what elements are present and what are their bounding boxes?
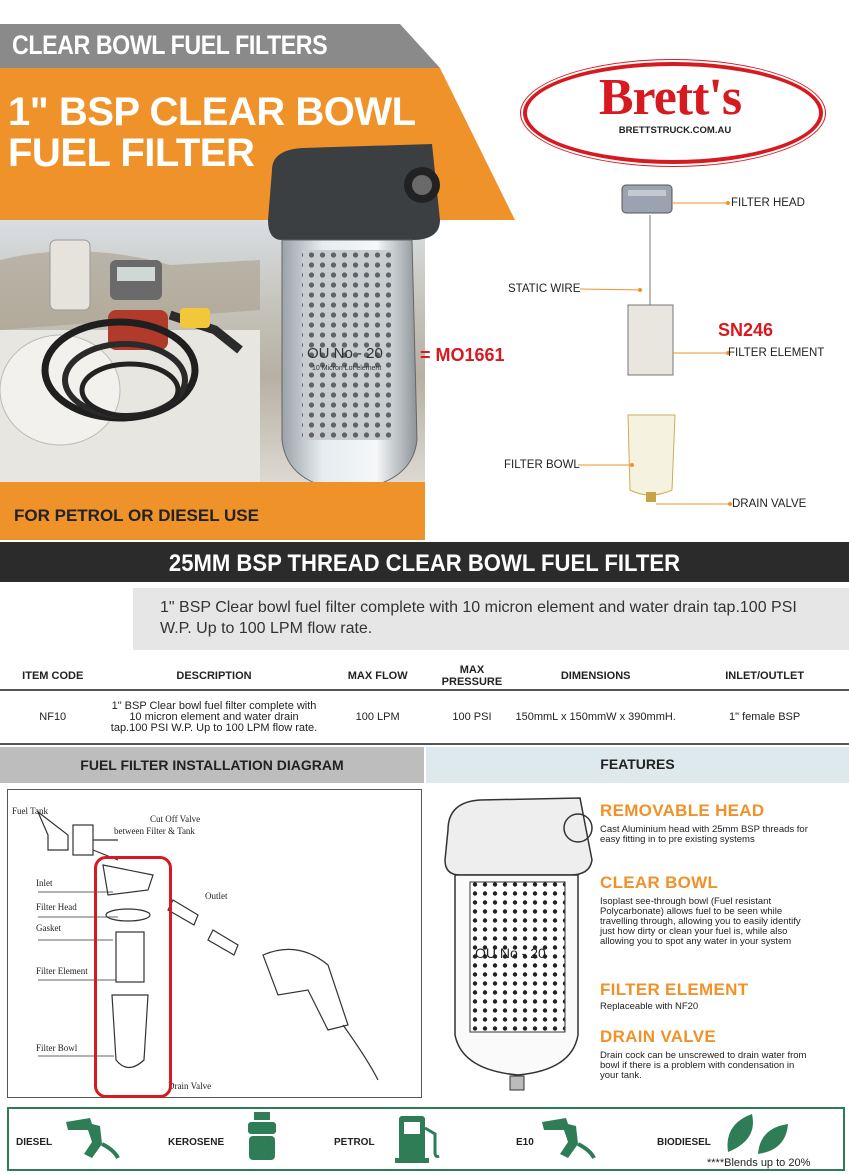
col-dimensions: DIMENSIONS [511, 663, 680, 690]
col-item-code: ITEM CODE [0, 663, 105, 690]
feature-title: DRAIN VALVE [600, 1027, 717, 1046]
feature-text: Replaceable with NF20 [600, 1001, 699, 1012]
features-filter-drawing [440, 790, 600, 1095]
col-description: DESCRIPTION [105, 663, 322, 690]
fuel-petrol-label: PETROL [334, 1137, 375, 1148]
brand-name: Brett's [598, 69, 742, 126]
feature-title: FILTER ELEMENT [600, 980, 749, 999]
spec-table [0, 663, 849, 745]
feature-text: Drain cock can be unscrewed to drain water from bowl if there is a problem with condensation in your tank. [600, 1050, 807, 1081]
brand-url: BRETTSTRUCK.COM.AU [618, 125, 732, 136]
feature-title: REMOVABLE HEAD [600, 801, 765, 820]
cell-max-pressure: 100 PSI [433, 690, 511, 744]
cell-description: 1" BSP Clear bowl fuel filter complete with 10 micron element and water drain tap.100 PSI W.P. Up to 100 LPM flow rate. [105, 690, 322, 744]
bowl-sublabel: 10 Micron Lot element [312, 365, 382, 372]
features-title: FEATURES [600, 756, 675, 772]
fuel-nozzle-icon [62, 1114, 122, 1162]
section-title: 25MM BSP THREAD CLEAR BOWL FUEL FILTER [168, 550, 681, 577]
diagram-label-drain-valve: Drain Valve [168, 1081, 212, 1091]
use-label: FOR PETROL OR DIESEL USE [14, 506, 259, 525]
fuel-e10-label: E10 [516, 1137, 534, 1148]
main-title-line1: 1" BSP CLEAR BOWL [8, 90, 416, 134]
diagram-label-cut-off-valve: Cut Off Valve [150, 814, 201, 824]
features-bowl-label: OU No - 20 [475, 945, 546, 961]
diagram-label-filter-element: Filter Element [36, 966, 88, 976]
feature-drain-valve [600, 1027, 810, 1081]
cell-dimensions: 150mmL x 150mmW x 390mmH. [511, 690, 680, 744]
clear-bowl-filter-image [262, 140, 442, 535]
diagram-label-filter-head: Filter Head [36, 902, 77, 912]
feature-title: CLEAR BOWL [600, 873, 719, 892]
col-inlet-outlet: INLET/OUTLET [680, 663, 849, 690]
diagram-label-cut-off-valve-2: between Filter & Tank [114, 826, 195, 836]
installation-title: FUEL FILTER INSTALLATION DIAGRAM [80, 757, 344, 773]
col-max-flow: MAX FLOW [323, 663, 433, 690]
diagram-label-filter-bowl: Filter Bowl [36, 1043, 78, 1053]
filter-highlight-box [94, 856, 172, 1098]
table-row [0, 690, 849, 744]
gas-bottle-icon [245, 1110, 279, 1162]
label-static-wire: STATIC WIRE [508, 283, 581, 295]
blend-note: ****Blends up to 20% [707, 1157, 811, 1169]
product-code: = MO1661 [420, 345, 505, 365]
description-text: 1" BSP Clear bowl fuel filter complete with 10 micron element and water drain tap.100 PSI W.P. Up to 100 LPM flow rate. [160, 599, 797, 637]
leaf-icon [722, 1110, 792, 1156]
col-max-pressure: MAX PRESSURE [433, 663, 511, 690]
diagram-label-outlet: Outlet [205, 891, 228, 901]
cell-max-flow: 100 LPM [323, 690, 433, 744]
fuel-biodiesel-label: BIODIESEL [657, 1137, 711, 1148]
feature-text: Isoplast see-through bowl (Fuel resistant Polycarbonate) allows fuel to be seen while travelling through, allowing you to easily identify just how dirty or clean your fuel is, while also allowing you to spot any water in your system [600, 896, 801, 947]
category-title: CLEAR BOWL FUEL FILTERS [12, 30, 328, 60]
feature-clear-bowl [600, 873, 810, 947]
fuel-kerosene-label: KEROSENE [168, 1137, 225, 1148]
label-filter-head: FILTER HEAD [731, 197, 805, 209]
label-filter-element: FILTER ELEMENT [728, 347, 825, 359]
feature-text: Cast Aluminium head with 25mm BSP threads for easy fitting in to pre existing systems [600, 824, 808, 845]
cell-inlet-outlet: 1" female BSP [680, 690, 849, 744]
feature-removable-head [600, 801, 810, 845]
fuel-nozzle-icon [538, 1114, 598, 1162]
feature-filter-element [600, 980, 810, 1012]
fuel-diesel-label: DIESEL [16, 1137, 53, 1148]
fuel-pump-icon [395, 1112, 445, 1164]
diagram-label-gasket: Gasket [36, 923, 61, 933]
main-title-line2: FUEL FILTER [8, 131, 255, 175]
cell-item-code: NF10 [0, 690, 105, 744]
diagram-label-inlet: Inlet [36, 878, 53, 888]
diagram-label-fuel-tank: Fuel Tank [12, 806, 48, 816]
label-drain-valve: DRAIN VALVE [732, 498, 807, 510]
bowl-label: OU No - 20 [307, 345, 383, 362]
table-header-row [0, 663, 849, 690]
label-filter-bowl: FILTER BOWL [504, 459, 580, 471]
element-code: SN246 [718, 320, 774, 340]
